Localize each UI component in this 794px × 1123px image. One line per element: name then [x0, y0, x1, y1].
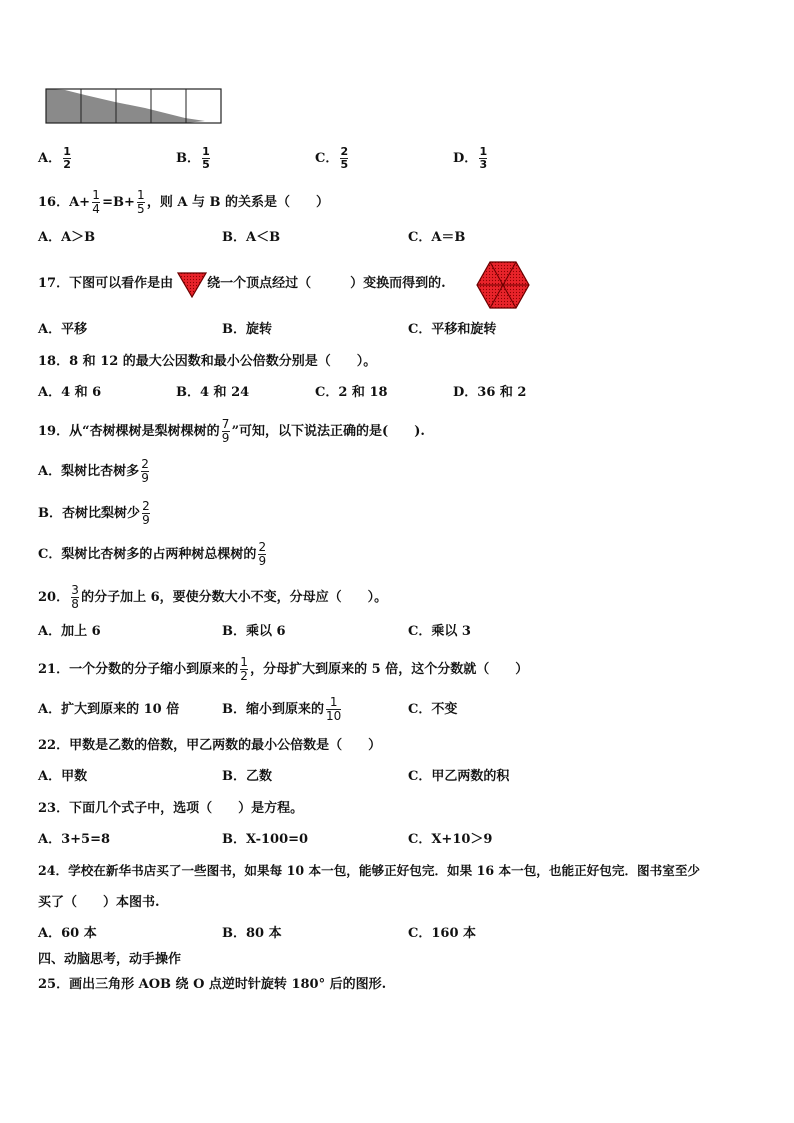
red-hexagon-icon: [476, 261, 530, 309]
q24-stem-line2: 买了（ ）本图书.: [38, 895, 160, 910]
q21-option-c[interactable]: C．不变: [408, 702, 458, 717]
q22-option-c[interactable]: C．甲乙两数的积: [408, 769, 510, 784]
q19-option-a[interactable]: A．梨树比杏树多 $\frac{2}{9}$: [38, 457, 149, 485]
fraction: $\frac{1}{4}$: [92, 188, 100, 216]
q17-option-c[interactable]: C．平移和旋转: [408, 322, 497, 337]
q21-stem: 21．一个分数的分子缩小到原来的 $\frac{1}{2}$ ，分母扩大到原来的 5 倍，这个分数就（ ）: [38, 655, 529, 683]
fraction: $\frac{3}{8}$: [71, 583, 79, 611]
fraction: $\frac{2}{9}$: [142, 499, 150, 527]
q15-option-c[interactable]: [315, 146, 350, 171]
q16-option-a[interactable]: A．A＞B: [38, 230, 96, 245]
shaded-region: [46, 89, 205, 123]
fraction: $\frac{7}{9}$: [221, 417, 230, 445]
q20-option-a[interactable]: A．加上 6: [38, 624, 101, 639]
q22-option-b[interactable]: B．乙数: [222, 769, 272, 784]
option-label: B．: [176, 151, 200, 166]
q17-stem: 17．下图可以看作是由 绕一个顶点经过（ ）变换而得到的.: [38, 276, 446, 291]
q17-option-a[interactable]: A．平移: [38, 322, 88, 337]
fraction: $\frac{1}{2}$: [240, 655, 248, 683]
q24-option-a[interactable]: A．60 本: [38, 926, 97, 941]
q25-stem: 25．画出三角形 AOB 绕 O 点逆时针旋转 180° 后的图形.: [38, 977, 387, 992]
q18-option-d[interactable]: D．36 和 2: [453, 385, 527, 400]
option-label: D．: [453, 151, 478, 166]
red-triangle-icon: [177, 272, 207, 298]
fraction: $\frac{2}{9}$: [141, 457, 149, 485]
q24-stem-line1: 24．学校在新华书店买了一些图书，如果每 10 本一包，能够正好包完．如果 16 本一包，也能正好包完．图书室至少: [38, 863, 701, 878]
fraction: $\frac{2}{5}$: [340, 145, 349, 171]
q22-option-a[interactable]: A．甲数: [38, 769, 88, 784]
q23-stem: 23．下面几个式子中，选项（ ）是方程。: [38, 801, 304, 816]
q15-option-a[interactable]: [38, 146, 73, 171]
q20-stem: 20． $\frac{3}{8}$ 的分子加上 6，要使分数大小不变，分母应（ ）。: [38, 583, 388, 611]
fraction: $\frac{2}{9}$: [258, 540, 267, 568]
section-title: 四、动脑思考，动手操作: [38, 952, 182, 967]
q24-option-c[interactable]: C．160 本: [408, 926, 477, 941]
q17-option-b[interactable]: B．旋转: [222, 322, 272, 337]
q15-option-d[interactable]: [453, 146, 489, 171]
fraction-strip-figure: [45, 88, 223, 124]
q18-option-b[interactable]: B．4 和 24: [176, 385, 250, 400]
q24-option-b[interactable]: B．80 本: [222, 926, 282, 941]
q23-option-c[interactable]: C．X+10＞9: [408, 832, 493, 847]
option-label: C．: [315, 151, 339, 166]
q18-option-a[interactable]: A．4 和 6: [38, 385, 102, 400]
fraction: $\frac{1}{5}$: [202, 145, 210, 171]
option-label: A．: [38, 151, 62, 166]
q19-option-b[interactable]: B．杏树比梨树少 $\frac{2}{9}$: [38, 499, 150, 527]
q15-option-b[interactable]: [176, 146, 212, 171]
fraction: $\frac{1}{10}$: [326, 695, 342, 723]
fraction: $\frac{1}{3}$: [479, 145, 488, 171]
fraction: $\frac{1}{2}$: [63, 145, 71, 171]
q23-option-a[interactable]: A．3+5=8: [38, 832, 111, 847]
q22-stem: 22．甲数是乙数的倍数，甲乙两数的最小公倍数是（ ）: [38, 738, 382, 753]
q21-option-b[interactable]: B．缩小到原来的 $\frac{1}{10}$: [222, 695, 342, 723]
q23-option-b[interactable]: B．X-100=0: [222, 832, 309, 847]
q20-option-c[interactable]: C．乘以 3: [408, 624, 471, 639]
q16-stem: 16．A+ $\frac{1}{4}$ =B+ $\frac{1}{5}$ ，则 A 与 B 的关系是（ ）: [38, 188, 330, 216]
q19-stem: 19．从“杏树棵树是梨树棵树的 $\frac{7}{9}$ ”可知，以下说法正确的是( ).: [38, 417, 425, 445]
q18-option-c[interactable]: C．2 和 18: [315, 385, 388, 400]
fraction: $\frac{1}{5}$: [137, 188, 145, 216]
q20-option-b[interactable]: B．乘以 6: [222, 624, 286, 639]
q16-option-c[interactable]: C．A＝B: [408, 230, 466, 245]
q19-option-c[interactable]: C．梨树比杏树多的占两种树总棵树的 $\frac{2}{9}$: [38, 540, 267, 568]
q21-option-a[interactable]: A．扩大到原来的 10 倍: [38, 702, 180, 717]
q18-stem: 18．8 和 12 的最大公因数和最小公倍数分别是（ ）。: [38, 354, 377, 369]
q16-option-b[interactable]: B．A＜B: [222, 230, 281, 245]
